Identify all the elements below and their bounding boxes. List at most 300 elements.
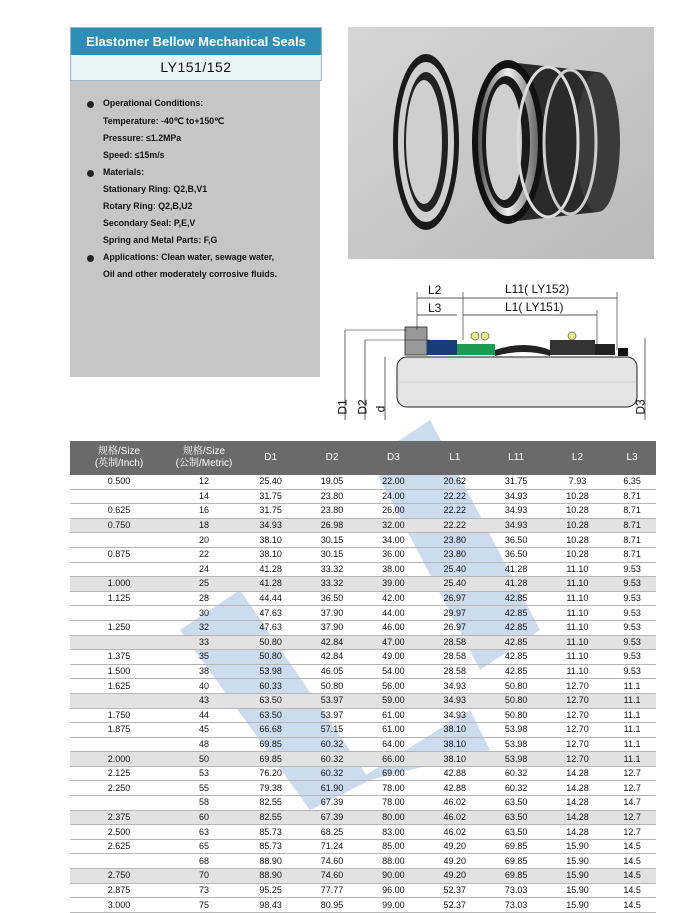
table-cell: 31.75 (240, 489, 301, 504)
table-cell: 42.85 (485, 591, 546, 606)
table-cell (70, 635, 168, 650)
table-row (70, 591, 656, 606)
table-row (70, 504, 656, 519)
table-cell: 73 (168, 883, 240, 898)
table-row (70, 825, 656, 840)
table-cell: 60.32 (485, 781, 546, 796)
table-cell: 14.28 (547, 825, 608, 840)
table-cell: 82.55 (240, 810, 301, 825)
table-cell: 9.53 (608, 620, 656, 635)
table-cell: 23.80 (424, 547, 485, 562)
table-cell: 33.32 (301, 562, 362, 577)
table-cell: 1.375 (70, 650, 168, 665)
table-cell: 52.37 (424, 883, 485, 898)
table-row (70, 883, 656, 898)
spec-line: Operational Conditions: (103, 98, 204, 108)
table-cell: 34.93 (424, 679, 485, 694)
table-cell: 2.125 (70, 766, 168, 781)
seal-dimension-diagram (335, 270, 655, 430)
table-cell: 2.250 (70, 781, 168, 796)
table-cell: 70 (168, 869, 240, 884)
table-cell: 67.39 (301, 810, 362, 825)
table-cell: 74.60 (301, 854, 362, 869)
table-cell: 60.33 (240, 679, 301, 694)
dim-d2-label: D2 (355, 399, 370, 415)
dim-d1-label: D1 (335, 399, 350, 415)
table-cell: 88.00 (363, 854, 424, 869)
table-cell: 35 (168, 650, 240, 665)
seal-photo-illustration (348, 27, 654, 259)
table-header-cell: L2 (547, 441, 608, 475)
table-cell: 28 (168, 591, 240, 606)
table-header-cell: 规格/Size (公制/Metric) (168, 441, 240, 475)
table-cell: 42.88 (424, 766, 485, 781)
table-cell: 11.1 (608, 708, 656, 723)
table-cell: 1.875 (70, 723, 168, 738)
table-cell: 85.00 (363, 839, 424, 854)
table-cell: 66.00 (363, 752, 424, 767)
table-cell: 25 (168, 577, 240, 592)
table-cell: 23.80 (301, 489, 362, 504)
table-cell: 38.10 (424, 723, 485, 738)
table-row (70, 635, 656, 650)
table-cell: 41.28 (485, 577, 546, 592)
table-cell: 46.02 (424, 796, 485, 811)
table-cell: 34.93 (485, 504, 546, 519)
table-cell (70, 693, 168, 708)
table-cell: 14.5 (608, 854, 656, 869)
table-cell: 47.63 (240, 606, 301, 621)
table-row (70, 562, 656, 577)
table-cell: 85.73 (240, 839, 301, 854)
table-cell: 11.10 (547, 635, 608, 650)
table-cell: 65 (168, 839, 240, 854)
bullet-icon (87, 170, 94, 177)
table-cell: 11.10 (547, 606, 608, 621)
table-cell: 53.98 (485, 737, 546, 752)
table-cell: 22 (168, 547, 240, 562)
table-cell: 25.40 (240, 475, 301, 489)
table-cell: 50.80 (485, 693, 546, 708)
table-cell: 34.93 (240, 518, 301, 533)
table-cell: 26.98 (301, 518, 362, 533)
table-cell: 79.38 (240, 781, 301, 796)
table-cell: 60.32 (301, 766, 362, 781)
table-cell: 63.50 (485, 825, 546, 840)
table-cell: 53 (168, 766, 240, 781)
product-photo (348, 27, 654, 259)
table-cell: 53.98 (485, 723, 546, 738)
table-cell: 98.43 (240, 898, 301, 913)
table-cell: 12.70 (547, 708, 608, 723)
table-cell: 14.7 (608, 796, 656, 811)
table-cell: 28.58 (424, 635, 485, 650)
table-cell: 38.10 (424, 752, 485, 767)
table-cell: 12.70 (547, 737, 608, 752)
table-cell: 69.85 (240, 737, 301, 752)
table-cell: 49.20 (424, 839, 485, 854)
table-cell: 14.28 (547, 796, 608, 811)
table-cell: 52.37 (424, 898, 485, 913)
table-cell: 33 (168, 635, 240, 650)
dimension-table (70, 441, 656, 913)
table-cell: 3.000 (70, 898, 168, 913)
table-row (70, 869, 656, 884)
table-cell: 55 (168, 781, 240, 796)
table-cell: 9.53 (608, 650, 656, 665)
bullet-icon (87, 101, 94, 108)
table-cell (70, 606, 168, 621)
table-cell: 73.03 (485, 883, 546, 898)
table-cell: 16 (168, 504, 240, 519)
table-cell: 37.90 (301, 606, 362, 621)
product-model: LY151/152 (71, 55, 321, 80)
table-cell: 20 (168, 533, 240, 548)
table-cell: 12.7 (608, 825, 656, 840)
table-cell: 39.00 (363, 577, 424, 592)
table-cell: 60.32 (301, 737, 362, 752)
table-cell: 12 (168, 475, 240, 489)
table-cell: 14.5 (608, 898, 656, 913)
table-cell: 2.375 (70, 810, 168, 825)
table-header-cell: D1 (240, 441, 301, 475)
table-cell: 38.10 (240, 533, 301, 548)
table-row (70, 518, 656, 533)
table-row (70, 606, 656, 621)
table-cell: 63.50 (485, 796, 546, 811)
table-cell: 10.28 (547, 533, 608, 548)
table-cell: 44.00 (363, 606, 424, 621)
table-cell: 30.15 (301, 533, 362, 548)
spec-line: Temperature: -40℃ to+150℃ (103, 116, 225, 126)
table-cell: 69.00 (363, 766, 424, 781)
table-cell: 28.58 (424, 650, 485, 665)
table-header-row (70, 441, 656, 475)
table-cell: 42.84 (301, 650, 362, 665)
dim-l3-label: L3 (428, 301, 442, 315)
dim-d-label: d (373, 405, 388, 413)
table-cell: 29.97 (424, 606, 485, 621)
bullet-icon (87, 255, 94, 262)
table-cell: 10.28 (547, 489, 608, 504)
table-cell: 11.10 (547, 562, 608, 577)
table-cell: 43 (168, 693, 240, 708)
table-cell: 0.625 (70, 504, 168, 519)
table-cell: 1.125 (70, 591, 168, 606)
table-cell: 14.28 (547, 810, 608, 825)
spec-info-box (70, 81, 320, 377)
table-cell: 26.97 (424, 591, 485, 606)
table-cell: 2.625 (70, 839, 168, 854)
table-cell: 12.7 (608, 781, 656, 796)
table-cell: 50.80 (485, 679, 546, 694)
table-cell: 11.10 (547, 591, 608, 606)
table-cell: 9.53 (608, 635, 656, 650)
dim-d3-label: D3 (633, 399, 648, 415)
table-cell: 67.39 (301, 796, 362, 811)
table-cell: 61.00 (363, 708, 424, 723)
table-cell: 69.85 (485, 854, 546, 869)
table-cell: 14.5 (608, 883, 656, 898)
table-cell: 6.35 (608, 475, 656, 489)
table-cell: 8.71 (608, 518, 656, 533)
table-cell (70, 737, 168, 752)
table-cell: 68 (168, 854, 240, 869)
table-cell: 1.000 (70, 577, 168, 592)
table-row (70, 489, 656, 504)
table-row (70, 766, 656, 781)
table-cell: 37.90 (301, 620, 362, 635)
table-cell: 34.93 (424, 693, 485, 708)
table-cell: 42.84 (301, 635, 362, 650)
spec-line: Materials: (103, 167, 145, 177)
dim-l1-label: L1( LY151) (505, 300, 564, 314)
table-row (70, 693, 656, 708)
table-header-cell: L1 (424, 441, 485, 475)
table-cell: 80.95 (301, 898, 362, 913)
table-cell: 36.50 (301, 591, 362, 606)
table-cell: 69.85 (240, 752, 301, 767)
table-cell: 53.97 (301, 693, 362, 708)
table-cell: 25.40 (424, 577, 485, 592)
table-cell: 77.77 (301, 883, 362, 898)
table-cell: 83.00 (363, 825, 424, 840)
table-cell: 1.750 (70, 708, 168, 723)
table-cell: 12.70 (547, 679, 608, 694)
table-cell: 14.5 (608, 869, 656, 884)
table-cell: 28.58 (424, 664, 485, 679)
table-cell: 9.53 (608, 664, 656, 679)
table-cell: 46.02 (424, 825, 485, 840)
table-cell: 69.85 (485, 839, 546, 854)
table-row (70, 810, 656, 825)
table-cell: 38.10 (240, 547, 301, 562)
table-cell: 10.28 (547, 547, 608, 562)
table-cell: 57.15 (301, 723, 362, 738)
table-cell: 36.00 (363, 547, 424, 562)
table-cell: 8.71 (608, 489, 656, 504)
table-cell: 90.00 (363, 869, 424, 884)
table-cell: 34.93 (485, 518, 546, 533)
spec-line: Rotary Ring: Q2,B,U2 (103, 201, 193, 211)
table-cell: 31.75 (240, 504, 301, 519)
table-cell: 73.03 (485, 898, 546, 913)
table-cell: 8.71 (608, 547, 656, 562)
table-row (70, 679, 656, 694)
table-cell: 38 (168, 664, 240, 679)
table-cell: 11.1 (608, 752, 656, 767)
table-cell: 41.28 (240, 577, 301, 592)
table-cell: 85.73 (240, 825, 301, 840)
table-cell (70, 562, 168, 577)
table-cell: 49.20 (424, 869, 485, 884)
table-cell (70, 533, 168, 548)
table-cell: 10.28 (547, 518, 608, 533)
table-cell: 53.98 (240, 664, 301, 679)
table-header-cell: D2 (301, 441, 362, 475)
table-cell: 42.85 (485, 635, 546, 650)
table-cell: 60.32 (301, 752, 362, 767)
table-cell: 0.500 (70, 475, 168, 489)
table-cell: 71.24 (301, 839, 362, 854)
table-cell: 45 (168, 723, 240, 738)
table-cell: 14.28 (547, 766, 608, 781)
table-cell: 34.00 (363, 533, 424, 548)
table-cell: 11.1 (608, 723, 656, 738)
table-cell: 69.85 (485, 869, 546, 884)
spec-line: Speed: ≤15m/s (103, 150, 165, 160)
table-cell: 11.10 (547, 664, 608, 679)
table-cell: 8.71 (608, 504, 656, 519)
table-cell: 48 (168, 737, 240, 752)
table-cell: 78.00 (363, 796, 424, 811)
table-cell: 41.28 (240, 562, 301, 577)
spec-line: Secondary Seal: P,E,V (103, 218, 196, 228)
table-header-cell: D3 (363, 441, 424, 475)
table-cell: 63 (168, 825, 240, 840)
table-cell: 42.85 (485, 664, 546, 679)
table-cell: 31.75 (485, 475, 546, 489)
table-cell: 0.750 (70, 518, 168, 533)
table-cell: 8.71 (608, 533, 656, 548)
table-cell: 46.00 (363, 620, 424, 635)
table-cell: 9.53 (608, 562, 656, 577)
table-cell: 11.1 (608, 693, 656, 708)
table-cell: 11.1 (608, 737, 656, 752)
table-cell: 82.55 (240, 796, 301, 811)
table-cell: 32.00 (363, 518, 424, 533)
table-cell: 12.7 (608, 810, 656, 825)
table-cell: 26.97 (424, 620, 485, 635)
table-cell: 33.32 (301, 577, 362, 592)
table-cell: 15.90 (547, 854, 608, 869)
table-cell: 50.80 (240, 650, 301, 665)
table-cell: 47.63 (240, 620, 301, 635)
table-cell: 59.00 (363, 693, 424, 708)
table-cell: 64.00 (363, 737, 424, 752)
table-cell: 88.90 (240, 869, 301, 884)
table-header-cell: L3 (608, 441, 656, 475)
table-cell: 50.80 (240, 635, 301, 650)
spec-line: Stationary Ring: Q2,B,V1 (103, 184, 208, 194)
product-title: Elastomer Bellow Mechanical Seals (71, 28, 321, 55)
table-cell: 14.28 (547, 781, 608, 796)
table-row (70, 577, 656, 592)
table-cell: 63.50 (240, 708, 301, 723)
product-title-box (70, 27, 322, 81)
table-cell: 42.85 (485, 606, 546, 621)
table-cell: 26.00 (363, 504, 424, 519)
table-cell: 36.50 (485, 533, 546, 548)
table-cell (70, 489, 168, 504)
table-cell: 1.500 (70, 664, 168, 679)
table-cell: 42.85 (485, 650, 546, 665)
table-cell: 20.62 (424, 475, 485, 489)
table-row (70, 737, 656, 752)
table-cell: 19.05 (301, 475, 362, 489)
table-cell (70, 796, 168, 811)
table-cell: 24.00 (363, 489, 424, 504)
table-cell: 15.90 (547, 898, 608, 913)
table-cell: 1.250 (70, 620, 168, 635)
spec-line: Oil and other moderately corrosive fluids. (103, 269, 278, 279)
table-cell: 2.500 (70, 825, 168, 840)
table-cell: 30 (168, 606, 240, 621)
table-cell: 15.90 (547, 839, 608, 854)
table-cell: 12.70 (547, 693, 608, 708)
table-cell: 54.00 (363, 664, 424, 679)
table-cell: 50 (168, 752, 240, 767)
table-cell: 61.90 (301, 781, 362, 796)
table-cell: 34.93 (485, 489, 546, 504)
table-header-cell: L11 (485, 441, 546, 475)
table-cell: 96.00 (363, 883, 424, 898)
table-cell: 50.80 (301, 679, 362, 694)
table-cell: 22.22 (424, 518, 485, 533)
table-cell: 56.00 (363, 679, 424, 694)
table-cell: 15.90 (547, 883, 608, 898)
table-cell: 58 (168, 796, 240, 811)
table-row (70, 533, 656, 548)
table-cell: 2.000 (70, 752, 168, 767)
table-cell: 15.90 (547, 869, 608, 884)
table-cell: 50.80 (485, 708, 546, 723)
table-row (70, 839, 656, 854)
table-cell: 60.32 (485, 766, 546, 781)
table-cell: 11.1 (608, 679, 656, 694)
table-cell: 22.00 (363, 475, 424, 489)
table-row (70, 752, 656, 767)
table-row (70, 796, 656, 811)
table-cell: 25.40 (424, 562, 485, 577)
table-cell: 60 (168, 810, 240, 825)
table-cell: 53.98 (485, 752, 546, 767)
table-cell: 2.750 (70, 869, 168, 884)
table-row (70, 475, 656, 489)
table-row (70, 664, 656, 679)
table-row (70, 854, 656, 869)
table-cell: 14.5 (608, 839, 656, 854)
table-cell: 22.22 (424, 504, 485, 519)
table-cell: 11.10 (547, 577, 608, 592)
table-cell: 10.28 (547, 504, 608, 519)
spec-line: Spring and Metal Parts: F,G (103, 235, 218, 245)
table-cell: 12.70 (547, 723, 608, 738)
table-cell: 42.00 (363, 591, 424, 606)
table-cell: 18 (168, 518, 240, 533)
table-cell: 41.28 (485, 562, 546, 577)
table-row (70, 723, 656, 738)
table-cell: 40 (168, 679, 240, 694)
table-cell: 14 (168, 489, 240, 504)
table-row (70, 650, 656, 665)
table-cell: 9.53 (608, 606, 656, 621)
table-cell: 42.88 (424, 781, 485, 796)
table-cell: 23.80 (301, 504, 362, 519)
table-cell: 49.00 (363, 650, 424, 665)
table-cell: 63.50 (485, 810, 546, 825)
table-cell: 76.20 (240, 766, 301, 781)
table-cell: 38.00 (363, 562, 424, 577)
table-cell: 24 (168, 562, 240, 577)
table-row (70, 781, 656, 796)
dim-l2-label: L2 (428, 283, 442, 297)
dim-l11-label: L11( LY152) (505, 282, 570, 296)
table-cell: 42.85 (485, 620, 546, 635)
table-cell: 80.00 (363, 810, 424, 825)
table-cell: 44 (168, 708, 240, 723)
table-header-cell: 规格/Size (英制/Inch) (70, 441, 168, 475)
